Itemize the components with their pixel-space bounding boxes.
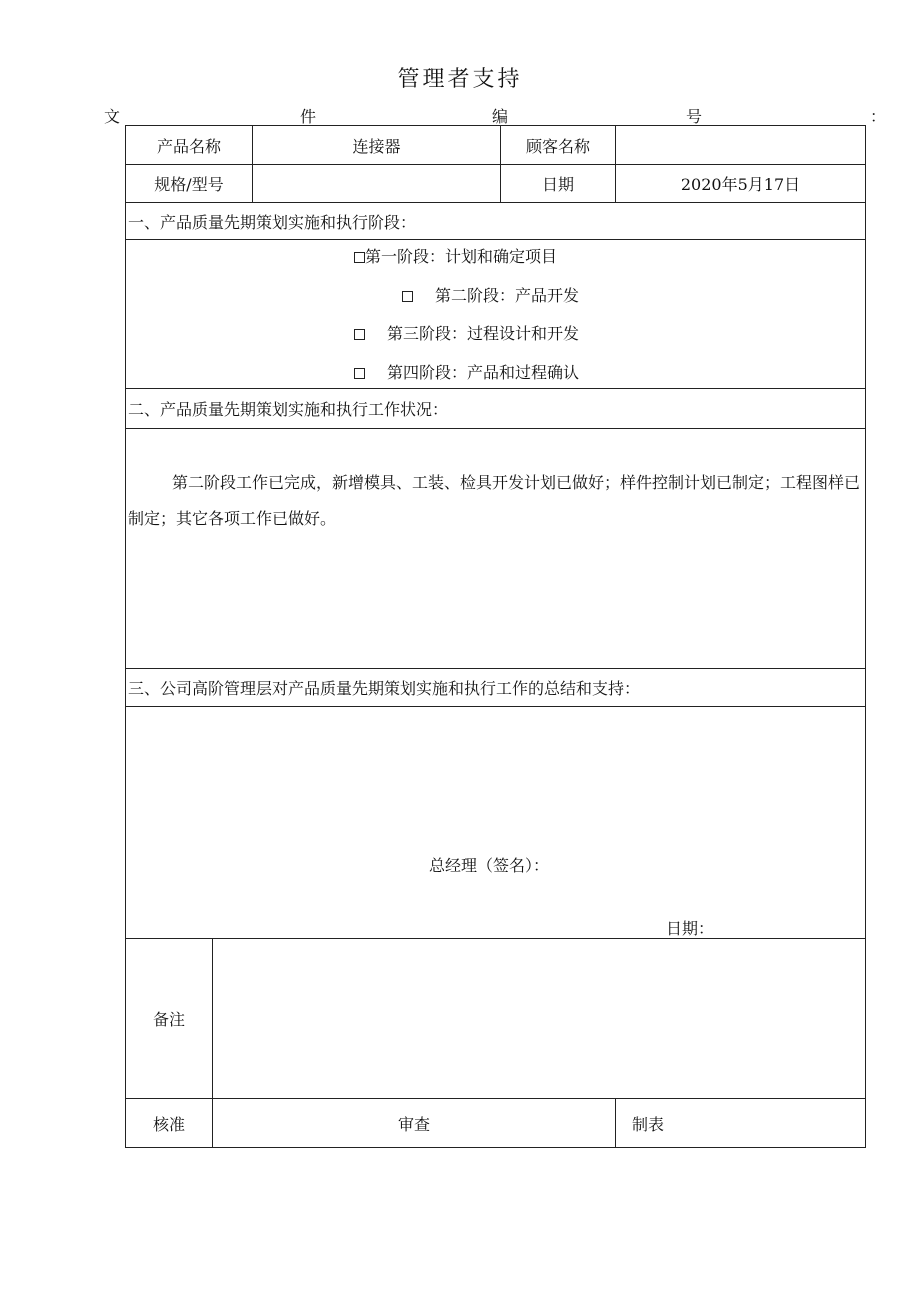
- phase-label: 第一阶段：计划和确定项目: [365, 247, 558, 266]
- section2-heading: 二、产品质量先期策划实施和执行工作状况：: [126, 389, 866, 429]
- document-number-row: [104, 104, 886, 124]
- section1-phases: [126, 240, 866, 389]
- page-title: 管理者支持: [397, 67, 523, 92]
- product-name-label: 产品名称: [126, 126, 253, 165]
- work-status-text: 第二阶段工作已完成，新增模具、工装、检具开发计划已做好；样件控制计划已制定；工程图样已制定；其它各项工作已做好。: [128, 473, 861, 528]
- phase-item[interactable]: [354, 360, 579, 383]
- customer-name-value[interactable]: [616, 126, 866, 165]
- product-name-value[interactable]: 连接器: [253, 126, 501, 165]
- checkbox-icon[interactable]: [402, 291, 413, 302]
- section2-body: [126, 429, 866, 669]
- doc-number-colon: ：: [869, 107, 886, 126]
- management-support-form: [125, 125, 866, 1148]
- review-label: 审查: [213, 1099, 616, 1148]
- section1-heading: 一、产品质量先期策划实施和执行阶段：: [126, 203, 866, 240]
- phase-item[interactable]: [402, 283, 579, 306]
- customer-name-label: 顾客名称: [501, 126, 616, 165]
- phase-label: 第二阶段：产品开发: [435, 286, 580, 305]
- section3-heading: 三、公司高阶管理层对产品质量先期策划实施和执行工作的总结和支持：: [126, 669, 866, 707]
- date-label: 日期: [501, 165, 616, 203]
- doc-number-char: 件: [300, 107, 317, 126]
- doc-number-char: 号: [686, 107, 703, 126]
- spec-label: 规格/型号: [126, 165, 253, 203]
- remarks-label: 备注: [126, 939, 213, 1099]
- spec-value[interactable]: [253, 165, 501, 203]
- phase-item[interactable]: [354, 321, 579, 344]
- approve-label: 核准: [126, 1099, 213, 1148]
- checkbox-icon[interactable]: [354, 252, 365, 263]
- date-value[interactable]: 2020年5月17日: [616, 165, 866, 203]
- gm-signature-label: 总经理（签名）：: [429, 856, 550, 875]
- section3-body: [126, 707, 866, 939]
- phase-label: 第三阶段：过程设计和开发: [387, 324, 580, 343]
- doc-number-char: 文: [104, 107, 121, 126]
- phase-label: 第四阶段：产品和过程确认: [387, 363, 580, 382]
- doc-number-char: 编: [492, 107, 509, 126]
- checkbox-icon[interactable]: [354, 368, 365, 379]
- remarks-value[interactable]: [213, 939, 866, 1099]
- phase-item[interactable]: [354, 244, 557, 267]
- checkbox-icon[interactable]: [354, 329, 365, 340]
- prepared-label: 制表: [616, 1099, 866, 1148]
- signature-date-label: 日期：: [666, 919, 715, 938]
